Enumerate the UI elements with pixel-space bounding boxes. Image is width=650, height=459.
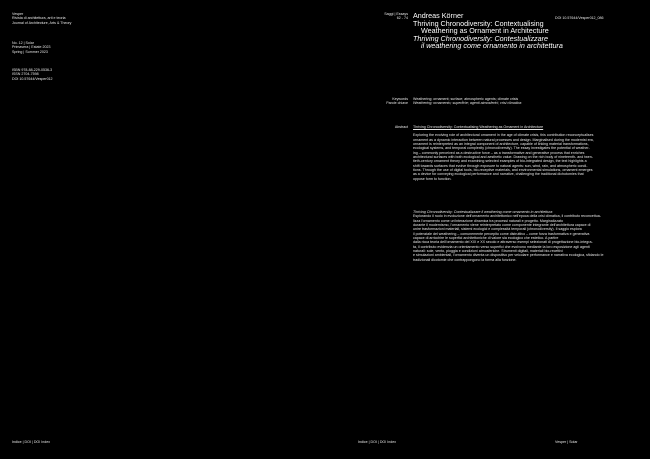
abstract-it-line: Esplorando il ruolo in evoluzione dell'ornamento architettonico nell'epoca della crisi climatica, il contributo reconcettua- xyxy=(413,214,601,219)
abstract-it-line: lizza l'ornamento come un'interazione dinamica tra processi naturali e progetto. Marginalizzato xyxy=(413,218,563,223)
keywords-labels xyxy=(360,97,408,106)
section-label: Saggi | Essays xyxy=(384,12,408,16)
abstract-en-line: ornament is reinterpreted as an integral component of architecture, capable of linking material transformations, xyxy=(413,142,589,147)
abstract-it-line: capace di arricchire le superfici architettoniche di valore sia ecologico che estetico. A partire xyxy=(413,236,559,241)
abstract-it-line: naturali: sole, vento, pioggia e condizioni atmosferiche. Strumenti digitali, materiali bio-recettivi xyxy=(413,249,563,254)
abstract-en-line: oppose form to function. xyxy=(413,176,452,181)
footer-right: Vesper | Solar xyxy=(555,440,578,444)
abstract-en-line: architectural surfaces with both ecological and aesthetic value. Drawing on the rich body of nineteenth- and twen- xyxy=(413,155,593,160)
title-en-line-1: Thriving Chronodiversity: Contextualising xyxy=(413,18,544,28)
issue-meta xyxy=(12,41,51,54)
keywords-value-it: Weathering; ornamento; superficie; agenti atmosferici; crisi climatica xyxy=(413,101,522,106)
abstract-it-line: e simulazioni ambientali, l'ornamento diventa un dispositivo per veicolare performance e narrativa ecologica, sfidando le xyxy=(413,253,604,258)
abstract-it-line: ta, il contributo evidenzia un orientamento verso superfici che evolvono mediante la loro esposizione agli agenti xyxy=(413,244,590,249)
article-doi[interactable]: DOI 10.57644/Vesper012_086 xyxy=(555,16,604,20)
journal-brand: Vesper xyxy=(12,12,24,16)
issn: ISSN 2704-7598 xyxy=(12,72,39,77)
abstract-it-line: durante il modernismo, l'ornamento viene reinterpretato come componente integrante dell'architettura capace di xyxy=(413,223,591,228)
footer-left[interactable]: Indice | DOI | DOI Index xyxy=(12,440,51,444)
keywords-values xyxy=(413,97,521,106)
abstract-heading-it: Thriving Chronodiversity: Contestualizzare il weathering come ornamento in architettura xyxy=(413,210,553,214)
abstract-it-line: il potenziale del weathering – comunemente percepito come distruttivo – come forza trasformativa e generativa xyxy=(413,231,590,236)
abstract-en-line: ornament as a dynamic interaction between natural processes and design. Marginalised during the modernist era, xyxy=(413,137,594,142)
author-name: Andreas Körner xyxy=(413,11,464,20)
journal-meta xyxy=(12,12,71,25)
keywords-label-it: Parole chiave xyxy=(386,101,408,106)
isbn: ISBN 978-88-229-0536-3 xyxy=(12,68,53,72)
issue-number: No. 12 | Solar xyxy=(12,41,34,45)
keywords-label-en: Keywords xyxy=(392,97,408,101)
section-info xyxy=(360,12,408,21)
footer-center[interactable]: Indice | DOI | DOI Index xyxy=(358,440,397,444)
abstract-en-line: ecological systems, and temporal complexity (chronodiversity). The essay investigates the potential of weather- xyxy=(413,146,590,151)
title-en-line-2: Weathering as Ornament in Architecture xyxy=(421,26,549,36)
abstract-en-line: Exploring the evolving role of architectural ornament in the age of climate crisis, this contribution reconceptualises xyxy=(413,133,594,138)
issue-season-it: Primavera | Estate 2023 xyxy=(12,45,51,50)
abstract-heading-en: Thriving Chronodiversity: Contextualising Weathering as Ornament in Architecture xyxy=(413,125,544,129)
abstract-label: Abstract xyxy=(394,125,408,129)
page-range: 62 - 74 xyxy=(396,16,408,21)
doi-journal: DOI 10.57644/Vesper012 xyxy=(12,76,53,81)
abstract-en-line: tieth-century ornament theory and examining selected examples of bio-integrated design, the text highlights a xyxy=(413,159,587,164)
journal-subtitle-en: Journal of Architecture, Arts & Theory xyxy=(12,20,72,25)
abstract-en-line: tions. Through the use of digital tools, bio-receptive materials, and environmental simulations, ornament emerges xyxy=(413,168,593,173)
title-it-line-2: il weathering come ornamento in architettura xyxy=(421,41,563,51)
abstract-en xyxy=(413,125,641,181)
abstract-it xyxy=(413,210,641,262)
title-it-line-1: Thriving Chronodiversity: Contestualizzare xyxy=(413,33,549,43)
keywords-value-en: Weathering; ornament; surface; atmospheric agents; climate crisis xyxy=(413,97,519,101)
article-header xyxy=(413,12,563,50)
abstract-en-line: ing – commonly perceived as a destructive force – as a transformative and generative process that enriches xyxy=(413,150,585,155)
abstract-it-line: dalla ricca teoria dell'ornamento del XIX e XX secolo e attraverso esempi selezionati di progettazione bio-integra- xyxy=(413,240,593,245)
journal-subtitle-it: Rivista di architettura, arti e teoria xyxy=(12,16,66,21)
abstract-en-line: shift towards surfaces that evolve through exposure to natural agents: sun, wind, rain, and atmospheric condi- xyxy=(413,163,588,168)
abstract-it-line: unire trasformazioni materiali, sistemi ecologici e complessità temporali (chronodiversity). Il saggio esplora xyxy=(413,227,582,232)
identifier-meta xyxy=(12,68,53,81)
abstract-it-line: tradizionali dicotomie che contrappongono la forma alla funzione. xyxy=(413,257,517,262)
issue-season-en: Spring | Summer 2023 xyxy=(12,49,48,54)
abstract-en-line: as a device for conveying ecological performance and narrative, challenging the traditional dichotomies that xyxy=(413,172,584,177)
